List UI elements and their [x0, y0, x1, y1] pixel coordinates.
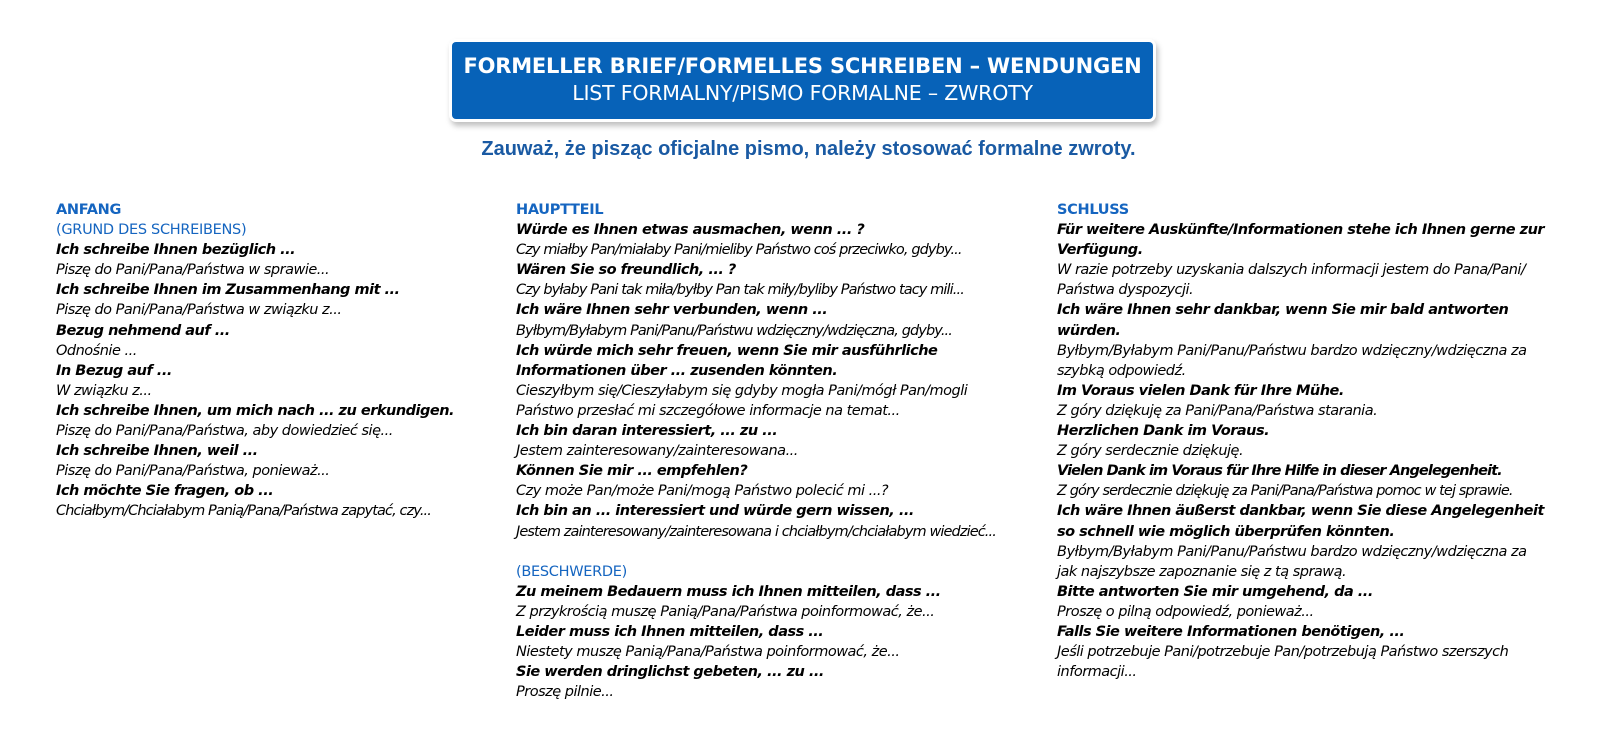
phrase-de: Bezug nehmend auf ...	[56, 322, 230, 339]
phrase-pl: Niestety muszę Panią/Pana/Państwa poinformować, że...	[516, 643, 900, 660]
phrase-de: Im Voraus vielen Dank für Ihre Mühe.	[1057, 382, 1344, 399]
phrase-de: In Bezug auf ...	[56, 362, 172, 379]
title-german: FORMELLER BRIEF/FORMELLES SCHREIBEN – WENDUNGEN	[463, 54, 1142, 78]
phrase-pl: Piszę do Pani/Pana/Państwa, aby dowiedzieć się...	[56, 423, 393, 440]
phrase-pl: Z przykrością muszę Panią/Pana/Państwa poinformować, że...	[516, 603, 935, 620]
column-hauptteil	[516, 200, 1036, 702]
phrase-pl: Piszę do Pani/Pana/Państwa, ponieważ...	[56, 463, 330, 480]
phrase-pl: Piszę do Pani/Pana/Państwa w związku z...	[56, 302, 342, 319]
phrase-de: Würde es Ihnen etwas ausmachen, wenn ... ?	[516, 222, 865, 239]
phrase-de: Ich schreibe Ihnen, um mich nach ... zu erkundigen.	[56, 402, 455, 419]
phrase-pl: W razie potrzeby uzyskania dalszych informacji jestem do Pana/Pani/ Państwa dyspozycji.	[1057, 262, 1526, 299]
phrase-pl: Czy byłaby Pani tak miła/byłby Pan tak miły/byliby Państwo tacy mili...	[516, 282, 964, 299]
section-grund: (GRUND DES SCHREIBENS)	[56, 222, 247, 239]
phrase-de: Für weitere Auskünfte/Informationen stehe ich Ihnen gerne zur Verfügung.	[1057, 222, 1545, 259]
phrase-pl: Z góry serdecznie dziękuję.	[1057, 443, 1244, 460]
phrase-de: Können Sie mir ... empfehlen?	[516, 463, 748, 480]
phrase-pl: Czy miałby Pan/miałaby Pani/mieliby Państwo coś przeciwko, gdyby...	[516, 242, 962, 259]
phrase-pl: Byłbym/Byłabym Pani/Panu/Państwu wdzięczny/wdzięczna, gdyby...	[516, 322, 952, 339]
phrase-de: Wären Sie so freundlich, ... ?	[516, 262, 736, 279]
column-anfang	[56, 200, 496, 522]
phrase-de: Ich möchte Sie fragen, ob ...	[56, 483, 274, 500]
phrase-de: Ich wäre Ihnen sehr dankbar, wenn Sie mir bald antworten würden.	[1057, 302, 1509, 339]
phrase-de: Ich schreibe Ihnen, weil ...	[56, 443, 258, 460]
phrase-pl: Jeśli potrzebuje Pani/potrzebuje Pan/potrzebują Państwo szerszych informacji...	[1057, 644, 1509, 681]
phrase-pl: Piszę do Pani/Pana/Państwa w sprawie...	[56, 262, 330, 279]
heading-schluss: SCHLUSS	[1057, 202, 1129, 218]
section-beschwerde: (BESCHWERDE)	[516, 563, 627, 580]
note-text: Zauważ, że pisząc oficjalne pismo, należy stosować formalne zwroty.	[481, 138, 1136, 160]
column-schluss	[1057, 200, 1597, 682]
title-polish: LIST FORMALNY/PISMO FORMALNE – ZWROTY	[572, 81, 1033, 105]
phrase-de: Leider muss ich Ihnen mitteilen, dass ...	[516, 623, 824, 640]
phrase-pl: Jestem zainteresowany/zainteresowana i chciałbym/chciałabym wiedzieć...	[516, 523, 996, 540]
phrase-de: Vielen Dank im Voraus für Ihre Hilfe in dieser Angelegenheit.	[1057, 463, 1502, 480]
phrase-pl: Proszę o pilną odpowiedź, ponieważ...	[1057, 603, 1314, 620]
phrase-pl: Chciałbym/Chciałabym Panią/Pana/Państwa zapytać, czy...	[56, 503, 431, 520]
phrase-de: Ich schreibe Ihnen bezüglich ...	[56, 242, 296, 259]
phrase-pl: Czy może Pan/może Pani/mogą Państwo polecić mi ...?	[516, 483, 889, 500]
phrase-de: Ich würde mich sehr freuen, wenn Sie mir ausführliche Informationen über ... zusenden könnten.	[516, 342, 938, 379]
heading-hauptteil: HAUPTTEIL	[516, 202, 604, 218]
phrase-pl: Proszę pilnie...	[516, 684, 614, 701]
phrase-de: Bitte antworten Sie mir umgehend, da ...	[1057, 583, 1373, 600]
phrase-pl: W związku z...	[56, 382, 152, 399]
phrase-pl: Jestem zainteresowany/zainteresowana...	[516, 443, 798, 460]
phrase-de: Ich wäre Ihnen sehr verbunden, wenn ...	[516, 302, 828, 319]
phrase-de: Sie werden dringlichst gebeten, ... zu ...	[516, 664, 824, 681]
phrase-pl: Byłbym/Byłabym Pani/Panu/Państwu bardzo wdzięczny/wdzięczna za szybką odpowiedź.	[1057, 342, 1527, 379]
phrase-de: Ich bin daran interessiert, ... zu ...	[516, 423, 778, 440]
phrase-de: Zu meinem Bedauern muss ich Ihnen mitteilen, dass ...	[516, 583, 941, 600]
phrase-de: Herzlichen Dank im Voraus.	[1057, 423, 1270, 440]
phrase-pl: Odnośnie ...	[56, 342, 137, 359]
title-banner	[452, 42, 1153, 119]
phrase-de: Ich bin an ... interessiert und würde gern wissen, ...	[516, 503, 914, 520]
phrase-pl: Cieszyłbym się/Cieszyłabym się gdyby mogła Pani/mógł Pan/mogli Państwo przesłać mi szczegółowe informacje na temat...	[516, 382, 968, 419]
phrase-de: Falls Sie weitere Informationen benötigen, ...	[1057, 623, 1405, 640]
phrase-pl: Z góry dziękuję za Pani/Pana/Państwa starania.	[1057, 402, 1378, 419]
phrase-pl: Z góry serdecznie dziękuję za Pani/Pana/Państwa pomoc w tej sprawie.	[1057, 483, 1513, 500]
phrase-de: Ich wäre Ihnen äußerst dankbar, wenn Sie diese Angelegenheit so schnell wie möglich überprüfen könnten.	[1057, 503, 1544, 540]
heading-anfang: ANFANG	[56, 202, 122, 218]
phrase-pl: Byłbym/Byłabym Pani/Panu/Państwu bardzo wdzięczny/wdzięczna za jak najszybsze zapoznanie się z tą sprawą.	[1057, 543, 1527, 580]
phrase-de: Ich schreibe Ihnen im Zusammenhang mit ...	[56, 282, 400, 299]
